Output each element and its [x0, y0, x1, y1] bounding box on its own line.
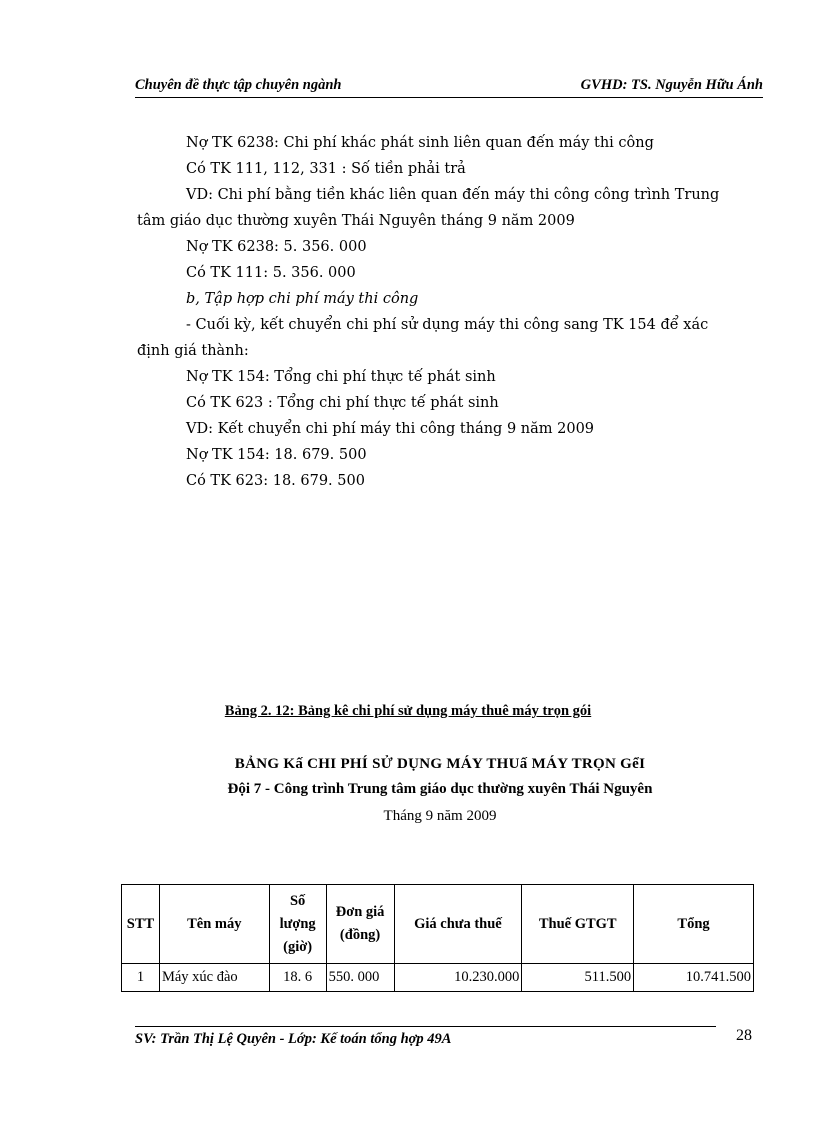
cell-ten-may: Máy xúc đào — [159, 964, 269, 992]
section-heading: b, Tập hợp chi phí máy thi công — [186, 291, 419, 307]
page-header — [135, 77, 763, 98]
table-date: Tháng 9 năm 2009 — [383, 808, 497, 824]
table-row — [122, 964, 754, 992]
cell-tong: 10.741.500 — [634, 964, 754, 992]
header-so-luong-line: (giờ) — [283, 938, 313, 955]
footer-divider — [135, 1026, 716, 1027]
text-line: Nợ TK 154: 18. 679. 500 — [186, 447, 367, 463]
text-line: Có TK 623 : Tổng chi phí thực tế phát sinh — [186, 395, 499, 411]
text-line: Nợ TK 6238: 5. 356. 000 — [186, 239, 367, 255]
page-number: 28 — [736, 1027, 752, 1044]
cell-so-luong: 18. 6 — [269, 964, 326, 992]
text-line: Có TK 623: 18. 679. 500 — [186, 473, 365, 489]
cost-table — [121, 884, 754, 992]
text-line: Nợ TK 6238: Chi phí khác phát sinh liên quan đến máy thi công — [186, 135, 654, 151]
header-gia-chua-thue: Giá chưa thuế — [394, 885, 522, 964]
header-ten-may: Tên máy — [159, 885, 269, 964]
header-thue-gtgt: Thuế GTGT — [522, 885, 634, 964]
header-don-gia-line: (đồng) — [339, 927, 381, 943]
header-stt: STT — [122, 885, 160, 964]
text-line: VD: Kết chuyển chi phí máy thi công tháng 9 năm 2009 — [186, 421, 595, 437]
header-so-luong — [269, 885, 326, 964]
header-don-gia-line: Đơn giá — [335, 904, 385, 920]
header-left-title: Chuyên đề thực tập chuyên ngành — [135, 77, 342, 93]
table-subtitle: Đội 7 - Công trình Trung tâm giáo dục thường xuyên Thái Nguyên — [227, 781, 653, 797]
footer-student: SV: Trần Thị Lệ Quyên - Lớp: Kế toán tổng hợp 49A — [135, 1031, 452, 1047]
header-so-luong-line: lượng — [279, 915, 316, 932]
header-so-luong-line: Số — [289, 892, 306, 909]
header-right-advisor: GVHD: TS. Nguyễn Hữu Ánh — [580, 77, 763, 93]
header-tong: Tổng — [634, 885, 754, 964]
cell-gia-chua-thue: 10.230.000 — [394, 964, 522, 992]
cell-thue-gtgt: 511.500 — [522, 964, 634, 992]
text-line: - Cuối kỳ, kết chuyển chi phí sử dụng máy thi công sang TK 154 để xác định giá thành: — [137, 317, 709, 359]
text-line: Có TK 111, 112, 331 : Số tiền phải trả — [186, 161, 466, 177]
cell-stt: 1 — [122, 964, 160, 992]
body-text — [137, 130, 737, 494]
cell-don-gia: 550. 000 — [326, 964, 394, 992]
text-line: Nợ TK 154: Tổng chi phí thực tế phát sinh — [186, 369, 496, 385]
table-caption: Bảng 2. 12: Bảng kê chi phí sử dụng máy thuê máy trọn gói — [224, 703, 592, 719]
table-header-row — [122, 885, 754, 964]
text-line: Có TK 111: 5. 356. 000 — [186, 265, 356, 281]
header-don-gia — [326, 885, 394, 964]
table-title: BẢNG Kấ CHI PHÍ SỬ DỤNG MÁY THUấ MÁY TRỌN GểI — [234, 756, 646, 772]
text-line: VD: Chi phí bằng tiền khác liên quan đến máy thi công công trình Trung tâm giáo dục thường xuyên Thái Nguyên tháng 9 năm 2009 — [137, 187, 720, 229]
